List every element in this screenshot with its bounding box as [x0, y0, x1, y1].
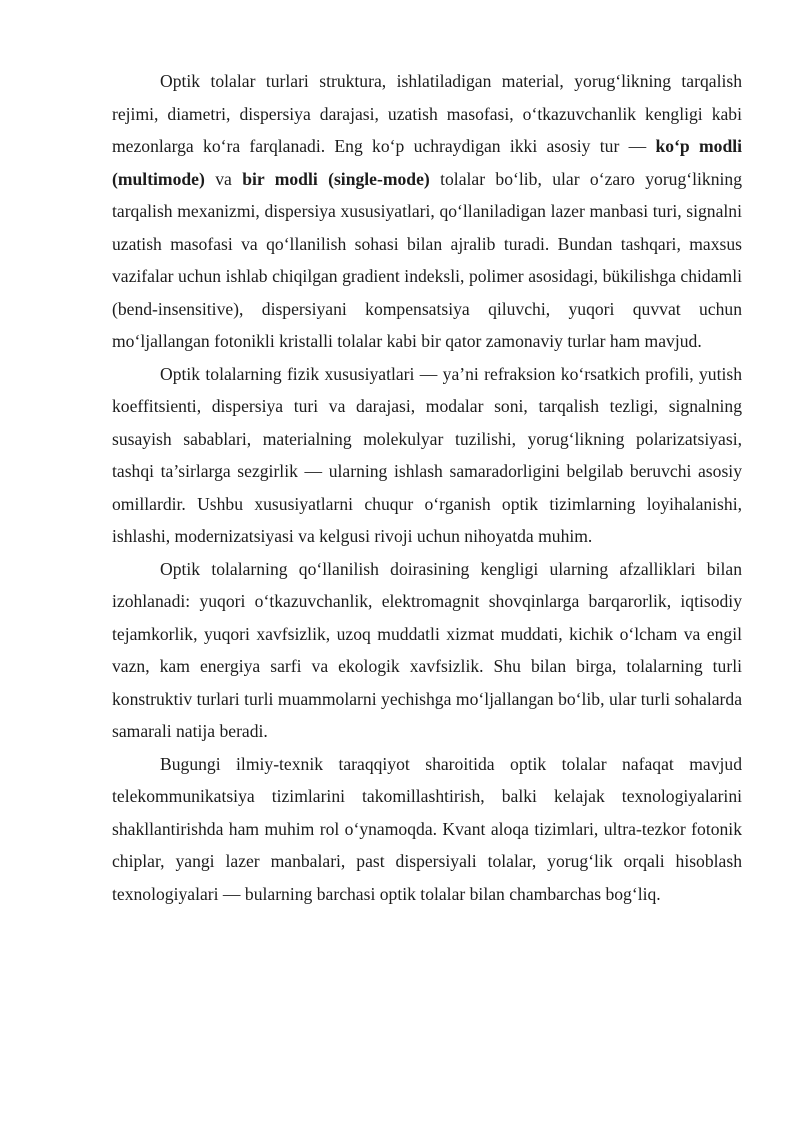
paragraph-physical-properties: Optik tolalarning fizik xususiyatlari — ya’ni refraksion ko‘rsatkich profili, yutish koeffitsienti, dispersiya turi va darajasi, modalar soni, tarqalish tezligi, signalning susayish sabablari, materialning molekulyar tuzilishi, yorug‘likning polarizatsiyasi, tashqi ta’sirlarga sezgirlik — ularning ishlash samaradorligini belgilab beruvchi asosiy omillardir. Ushbu xususiyatlarni chuqur o‘rganish optik tizimlarning loyihalanishi, ishlashi, modernizatsiyasi va kelgusi rivoji uchun nihoyatda muhim.: [112, 363, 742, 546]
paragraph-text: va: [204, 168, 243, 189]
paragraph-applications: Optik tolalarning qo‘llanilish doirasining kengligi ularning afzalliklari bilan izohlanadi: yuqori o‘tkazuvchanlik, elektromagnit shovqinlarga barqarorlik, iqtisodiy tejamkorlik, yuqori xavfsizlik, uzoq muddatli xizmat muddati, kichik o‘lcham va engil vazn, kam energiya sarfi va ekologik xavfsizlik. Shu bilan birga, tolalarning turli konstruktiv turlari turli muammolarni yechishga mo‘ljallangan bo‘lib, ular turli sohalarda samarali natija beradi.: [112, 558, 742, 741]
paragraph-text: tolalar bo‘lib, ular o‘zaro yorug‘likning tarqalish mexanizmi, dispersiya xususiyatlari, qo‘llaniladigan lazer manbasi turi, signalni uzatish masofasi va qo‘llanilish sohasi bilan ajralib turadi. Bundan tashqari, maxsus vazifalar uchun ishlab chiqilgan gradient indeksli, polimer asosidagi, bükilishga chidamli (bend-insensitive), dispersiyani kompensatsiya qiluvchi, yuqori quvvat uchun mo‘ljallangan fotonikli kristalli tolalar kabi bir qator zamonaviy turlar ham mavjud.: [112, 168, 742, 351]
bold-term-multimode: ko‘p modli (multimode): [112, 136, 743, 189]
bold-term-single-mode: bir modli (single-mode): [242, 168, 430, 189]
paragraph-future-technologies: Bugungi ilmiy-texnik taraqqiyot sharoitida optik tolalar nafaqat mavjud telekommunikatsiya tizimlarini takomillashtirish, balki kelajak texnologiyalarini shakllantirishda ham muhim rol o‘ynamoqda. Kvant aloqa tizimlari, ultra-tezkor fotonik chiplar, yangi lazer manbalari, past dispersiyali tolalar, yorug‘lik orqali hisoblash texnologiyalari — bularning barchasi optik tolalar bilan chambarchas bog‘liq.: [112, 753, 742, 904]
paragraph-fiber-types: [112, 65, 742, 358]
document-page: [112, 65, 742, 910]
paragraph-text: Optik tolalar turlari struktura, ishlatiladigan material, yorug‘likning tarqalish rejimi, diametri, dispersiya darajasi, uzatish masofasi, o‘tkazuvchanlik kengligi kabi mezonlarga ko‘ra farqlanadi. Eng ko‘p uchraydigan ikki asosiy tur —: [112, 71, 742, 156]
